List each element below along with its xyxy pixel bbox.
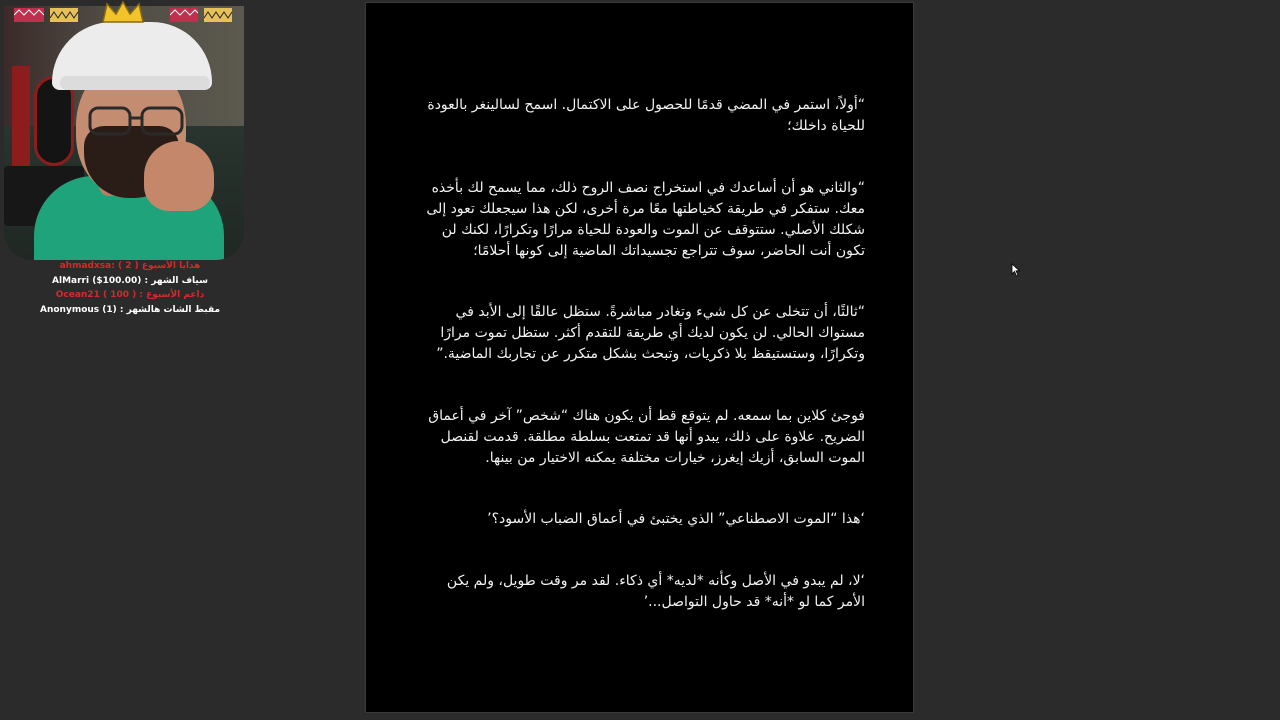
deco-pattern-icon	[204, 8, 232, 22]
paragraph: فوجئ كلاين بما سمعه. لم يتوقع قط أن يكون هناك “شخص” آخر في أعماق الضريح. علاوة على ذلك، يبدو أنها قد تمتعت بسلطة مطلقة. قدمت لقنصل الموت السابق، أزيك إيغرز، خيارات مختلفة يمكنه الاختيار من بينها.	[428, 408, 865, 466]
deco-pattern-icon	[170, 8, 198, 22]
paragraph: “والثاني هو أن أساعدك في استخراج نصف الروح ذلك، مما يسمح لك بأخذه معك. ستفكر في طريقة كخياطتها معًا مرة أخرى، لكن هذا سيجعلك تعود إلى شكلك الأصلي. ستتوقف عن الموت والعودة للحياة مرارًا وتكرارًا، لكنك لن تكون أنت الحاضر، سوف تتراجع تجسيداتك الماضية إلى كونها أحلامًا؛	[426, 180, 865, 259]
mic-stand	[12, 66, 30, 176]
cap-brim	[60, 76, 210, 90]
stream-stats	[30, 259, 230, 317]
novel-reader-page[interactable]	[365, 2, 914, 713]
streamer-webcam	[4, 6, 244, 260]
monthly-top-donor-stat: AlMarri ($100.00) : سياف الشهر	[52, 275, 208, 286]
weekly-supporter-stat: Ocean21 ( 100 ) : داعم الأسبوع	[55, 290, 205, 300]
glasses-icon	[84, 104, 194, 138]
deco-pattern-icon	[50, 8, 78, 22]
paragraph: “أولاً، استمر في المضي قدمًا للحصول على الاكتمال. اسمح لسالينغر بالعودة للحياة داخلك؛	[427, 97, 865, 134]
weekly-gifts-stat: ahmadxsa: ( 2 ) هدايا الأسبوع	[59, 261, 201, 271]
paragraph: ‘لا، لم يبدو في الأصل وكأنه *لديه* أي ذكاء. لقد مر وقت طويل، ولم يكن الأمر كما لو *أنه* قد حاول التواصل...’	[446, 573, 865, 610]
mouse-cursor-icon	[1011, 263, 1021, 277]
paragraph: “ثالثًا، أن تتخلى عن كل شيء وتغادر مباشرةً. ستظل عالقًا إلى الأبد في مستواك الحالي. لن يكون لديك أي طريقة للتقدم أكثر. ستظل تموت مرارًا وتكرارًا، وستستيقظ بلا ذكريات، وتبحث بشكل متكرر عن تجاربك الماضية.”	[436, 304, 865, 362]
deco-pattern-icon	[14, 8, 44, 22]
streamer-hand	[144, 141, 214, 211]
paragraph: ‘هذا “الموت الاصطناعي” الذي يختبئ في أعماق الضباب الأسود؟’	[487, 511, 865, 527]
crown-icon	[99, 0, 147, 26]
monthly-chat-stat: Anonymous (1) : مقبط الشات هالشهر	[39, 304, 221, 315]
